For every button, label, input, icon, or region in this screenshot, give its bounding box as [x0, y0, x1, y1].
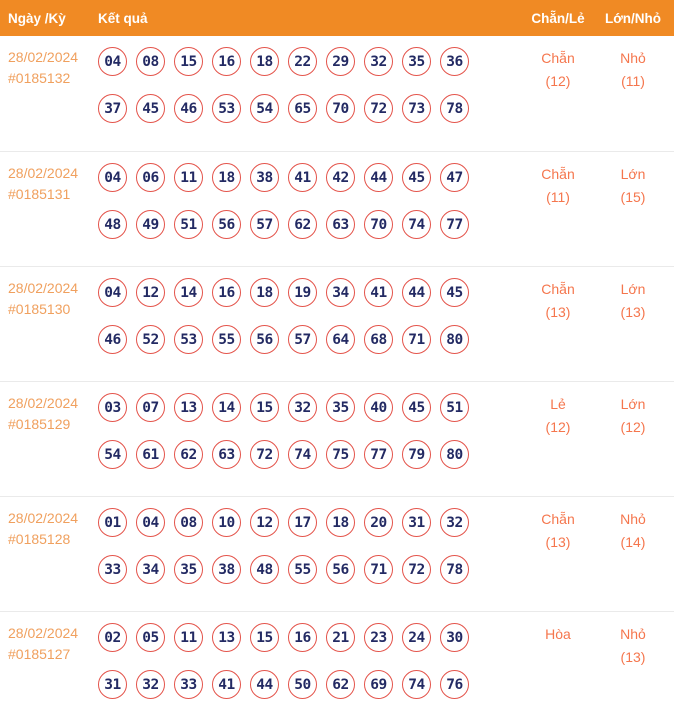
- lottery-ball: 16: [288, 623, 317, 652]
- lottery-ball: 04: [136, 508, 165, 537]
- lottery-ball: 40: [364, 393, 393, 422]
- lottery-ball: 65: [288, 94, 317, 123]
- result-numbers: [98, 508, 470, 611]
- lon-nho-count: (11): [621, 73, 645, 89]
- lottery-ball: 34: [326, 278, 355, 307]
- result-numbers: [98, 278, 470, 381]
- lottery-ball: 34: [136, 555, 165, 584]
- lon-nho-count: (14): [620, 534, 646, 550]
- lottery-ball: 33: [174, 670, 203, 699]
- lottery-ball: 57: [288, 325, 317, 354]
- draw-date-and-id-cell: [8, 47, 98, 151]
- lottery-ball: 14: [174, 278, 203, 307]
- lon-nho-cell: [594, 47, 672, 151]
- lon-nho-cell: [594, 508, 672, 611]
- draw-date: 28/02/2024: [8, 510, 79, 526]
- lottery-ball: 45: [402, 163, 431, 192]
- lottery-ball: 53: [174, 325, 203, 354]
- lottery-ball: 11: [174, 163, 203, 192]
- lottery-ball: 55: [288, 555, 317, 584]
- lottery-ball: 20: [364, 508, 393, 537]
- chan-le-count: (11): [546, 189, 570, 205]
- lottery-ball: 56: [212, 210, 241, 239]
- chan-le-value: Chẵn: [541, 50, 575, 66]
- lottery-ball: 41: [212, 670, 241, 699]
- lottery-ball: 31: [98, 670, 127, 699]
- lottery-ball: 32: [440, 508, 469, 537]
- result-row: [0, 381, 674, 496]
- lon-nho-value: Lớn: [620, 281, 646, 297]
- numbers-line-1: [98, 163, 470, 192]
- lottery-ball: 42: [326, 163, 355, 192]
- lon-nho-value: Nhỏ: [620, 626, 646, 642]
- lottery-ball: 08: [136, 47, 165, 76]
- result-row: [0, 266, 674, 381]
- lottery-ball: 52: [136, 325, 165, 354]
- lottery-ball: 62: [174, 440, 203, 469]
- lottery-ball: 14: [212, 393, 241, 422]
- numbers-line-1: [98, 508, 470, 537]
- lottery-ball: 53: [212, 94, 241, 123]
- lottery-ball: 38: [250, 163, 279, 192]
- lottery-ball: 63: [212, 440, 241, 469]
- table-header: [0, 0, 674, 36]
- chan-le-cell: [522, 623, 594, 726]
- lottery-ball: 15: [174, 47, 203, 76]
- lottery-ball: 31: [402, 508, 431, 537]
- lottery-ball: 68: [364, 325, 393, 354]
- lottery-ball: 18: [326, 508, 355, 537]
- numbers-line-2: [98, 555, 470, 584]
- draw-date-and-id-cell: [8, 508, 98, 611]
- lottery-ball: 04: [98, 163, 127, 192]
- lottery-ball: 15: [250, 393, 279, 422]
- chan-le-value: Lẻ: [550, 396, 566, 412]
- lottery-ball: 02: [98, 623, 127, 652]
- result-numbers: [98, 47, 470, 151]
- numbers-line-1: [98, 623, 470, 652]
- lottery-ball: 03: [98, 393, 127, 422]
- lottery-ball: 19: [288, 278, 317, 307]
- chan-le-cell: [522, 278, 594, 381]
- lottery-ball: 79: [402, 440, 431, 469]
- lottery-ball: 73: [402, 94, 431, 123]
- lottery-ball: 71: [402, 325, 431, 354]
- lottery-ball: 50: [288, 670, 317, 699]
- lottery-ball: 46: [174, 94, 203, 123]
- lottery-ball: 57: [250, 210, 279, 239]
- lottery-ball: 61: [136, 440, 165, 469]
- lottery-ball: 47: [440, 163, 469, 192]
- lon-nho-count: (15): [620, 189, 646, 205]
- lottery-ball: 12: [250, 508, 279, 537]
- chan-le-count: (12): [545, 419, 571, 435]
- draw-date: 28/02/2024: [8, 165, 79, 181]
- chan-le-value: Chẵn: [541, 281, 575, 297]
- draw-date-and-id-cell: [8, 278, 98, 381]
- result-row: [0, 151, 674, 266]
- chan-le-value: Chẵn: [541, 166, 575, 182]
- lottery-ball: 13: [212, 623, 241, 652]
- lottery-ball: 54: [250, 94, 279, 123]
- numbers-line-2: [98, 670, 470, 699]
- row-spacer: [470, 278, 522, 381]
- draw-date-and-id-cell: [8, 163, 98, 266]
- lottery-ball: 04: [98, 47, 127, 76]
- result-numbers: [98, 623, 470, 726]
- lottery-ball: 41: [288, 163, 317, 192]
- row-spacer: [470, 623, 522, 726]
- lottery-ball: 69: [364, 670, 393, 699]
- lottery-ball: 30: [440, 623, 469, 652]
- lottery-ball: 54: [98, 440, 127, 469]
- lottery-ball: 63: [326, 210, 355, 239]
- lottery-ball: 07: [136, 393, 165, 422]
- lottery-ball: 32: [136, 670, 165, 699]
- lottery-ball: 44: [250, 670, 279, 699]
- lottery-ball: 35: [174, 555, 203, 584]
- chan-le-cell: [522, 47, 594, 151]
- lottery-ball: 72: [250, 440, 279, 469]
- lottery-ball: 41: [364, 278, 393, 307]
- lottery-ball: 29: [326, 47, 355, 76]
- draw-id: #0185132: [8, 70, 71, 86]
- draw-id: #0185127: [8, 646, 71, 662]
- lottery-ball: 62: [288, 210, 317, 239]
- lon-nho-cell: [594, 393, 672, 496]
- lottery-ball: 78: [440, 94, 469, 123]
- chan-le-cell: [522, 393, 594, 496]
- lottery-ball: 48: [98, 210, 127, 239]
- chan-le-count: (13): [545, 534, 571, 550]
- lon-nho-cell: [594, 623, 672, 726]
- lon-nho-count: (13): [620, 649, 646, 665]
- lottery-ball: 72: [402, 555, 431, 584]
- lottery-ball: 77: [440, 210, 469, 239]
- numbers-line-2: [98, 210, 470, 239]
- lottery-ball: 16: [212, 278, 241, 307]
- lottery-ball: 78: [440, 555, 469, 584]
- result-row: [0, 496, 674, 611]
- lon-nho-value: Nhỏ: [620, 511, 646, 527]
- numbers-line-1: [98, 47, 470, 76]
- lottery-ball: 08: [174, 508, 203, 537]
- lon-nho-cell: [594, 278, 672, 381]
- lottery-ball: 32: [364, 47, 393, 76]
- chan-le-value: Hòa: [545, 626, 571, 642]
- lottery-ball: 18: [212, 163, 241, 192]
- lottery-ball: 70: [364, 210, 393, 239]
- lottery-ball: 15: [250, 623, 279, 652]
- lottery-ball: 74: [402, 210, 431, 239]
- lottery-ball: 51: [440, 393, 469, 422]
- header-lon-nho-column: Lớn/Nhỏ: [604, 10, 662, 26]
- row-spacer: [470, 163, 522, 266]
- numbers-line-2: [98, 325, 470, 354]
- results-body: [0, 36, 674, 726]
- lottery-ball: 70: [326, 94, 355, 123]
- lottery-ball: 48: [250, 555, 279, 584]
- result-numbers: [98, 163, 470, 266]
- chan-le-count: (12): [545, 73, 571, 89]
- lottery-ball: 37: [98, 94, 127, 123]
- result-row: [0, 611, 674, 726]
- lottery-ball: 45: [136, 94, 165, 123]
- lottery-ball: 35: [402, 47, 431, 76]
- lottery-ball: 01: [98, 508, 127, 537]
- lottery-ball: 33: [98, 555, 127, 584]
- lottery-ball: 18: [250, 47, 279, 76]
- lon-nho-cell: [594, 163, 672, 266]
- lottery-ball: 45: [440, 278, 469, 307]
- lottery-ball: 56: [250, 325, 279, 354]
- lottery-ball: 44: [402, 278, 431, 307]
- lottery-ball: 22: [288, 47, 317, 76]
- lottery-ball: 71: [364, 555, 393, 584]
- row-spacer: [470, 393, 522, 496]
- lottery-ball: 64: [326, 325, 355, 354]
- lottery-ball: 16: [212, 47, 241, 76]
- lottery-ball: 11: [174, 623, 203, 652]
- lottery-ball: 24: [402, 623, 431, 652]
- draw-id: #0185131: [8, 186, 71, 202]
- numbers-line-2: [98, 94, 470, 123]
- lottery-ball: 76: [440, 670, 469, 699]
- lon-nho-count: (13): [620, 304, 646, 320]
- lon-nho-count: (12): [620, 419, 646, 435]
- lottery-ball: 12: [136, 278, 165, 307]
- chan-le-count: (13): [545, 304, 571, 320]
- lottery-ball: 45: [402, 393, 431, 422]
- lottery-ball: 35: [326, 393, 355, 422]
- draw-date: 28/02/2024: [8, 280, 79, 296]
- result-row: [0, 36, 674, 151]
- lottery-ball: 74: [402, 670, 431, 699]
- lottery-ball: 49: [136, 210, 165, 239]
- lon-nho-value: Lớn: [620, 396, 646, 412]
- row-spacer: [470, 47, 522, 151]
- lottery-ball: 23: [364, 623, 393, 652]
- lottery-ball: 17: [288, 508, 317, 537]
- lottery-ball: 51: [174, 210, 203, 239]
- chan-le-value: Chẵn: [541, 511, 575, 527]
- numbers-line-1: [98, 393, 470, 422]
- lottery-ball: 44: [364, 163, 393, 192]
- header-result-column: Kết quả: [98, 10, 148, 26]
- lottery-ball: 10: [212, 508, 241, 537]
- lottery-ball: 06: [136, 163, 165, 192]
- draw-date: 28/02/2024: [8, 625, 79, 641]
- header-chan-le-column: Chẵn/Lẻ: [531, 10, 585, 26]
- draw-date-and-id-cell: [8, 393, 98, 496]
- chan-le-cell: [522, 163, 594, 266]
- lottery-ball: 56: [326, 555, 355, 584]
- numbers-line-1: [98, 278, 470, 307]
- draw-date: 28/02/2024: [8, 395, 79, 411]
- result-numbers: [98, 393, 470, 496]
- lon-nho-value: Nhỏ: [620, 50, 646, 66]
- lottery-ball: 21: [326, 623, 355, 652]
- lottery-ball: 18: [250, 278, 279, 307]
- lon-nho-value: Lớn: [620, 166, 646, 182]
- lottery-ball: 05: [136, 623, 165, 652]
- lottery-ball: 13: [174, 393, 203, 422]
- draw-date-and-id-cell: [8, 623, 98, 726]
- lottery-ball: 46: [98, 325, 127, 354]
- lottery-ball: 36: [440, 47, 469, 76]
- draw-id: #0185130: [8, 301, 71, 317]
- lottery-ball: 77: [364, 440, 393, 469]
- header-date-column: Ngày /Kỳ: [8, 10, 66, 26]
- lottery-ball: 80: [440, 440, 469, 469]
- lottery-ball: 62: [326, 670, 355, 699]
- lottery-ball: 80: [440, 325, 469, 354]
- row-spacer: [470, 508, 522, 611]
- draw-date: 28/02/2024: [8, 49, 79, 65]
- lottery-ball: 04: [98, 278, 127, 307]
- lottery-ball: 75: [326, 440, 355, 469]
- lottery-ball: 38: [212, 555, 241, 584]
- draw-id: #0185129: [8, 416, 71, 432]
- numbers-line-2: [98, 440, 470, 469]
- chan-le-cell: [522, 508, 594, 611]
- lottery-ball: 55: [212, 325, 241, 354]
- draw-id: #0185128: [8, 531, 71, 547]
- lottery-ball: 74: [288, 440, 317, 469]
- lottery-ball: 72: [364, 94, 393, 123]
- lottery-ball: 32: [288, 393, 317, 422]
